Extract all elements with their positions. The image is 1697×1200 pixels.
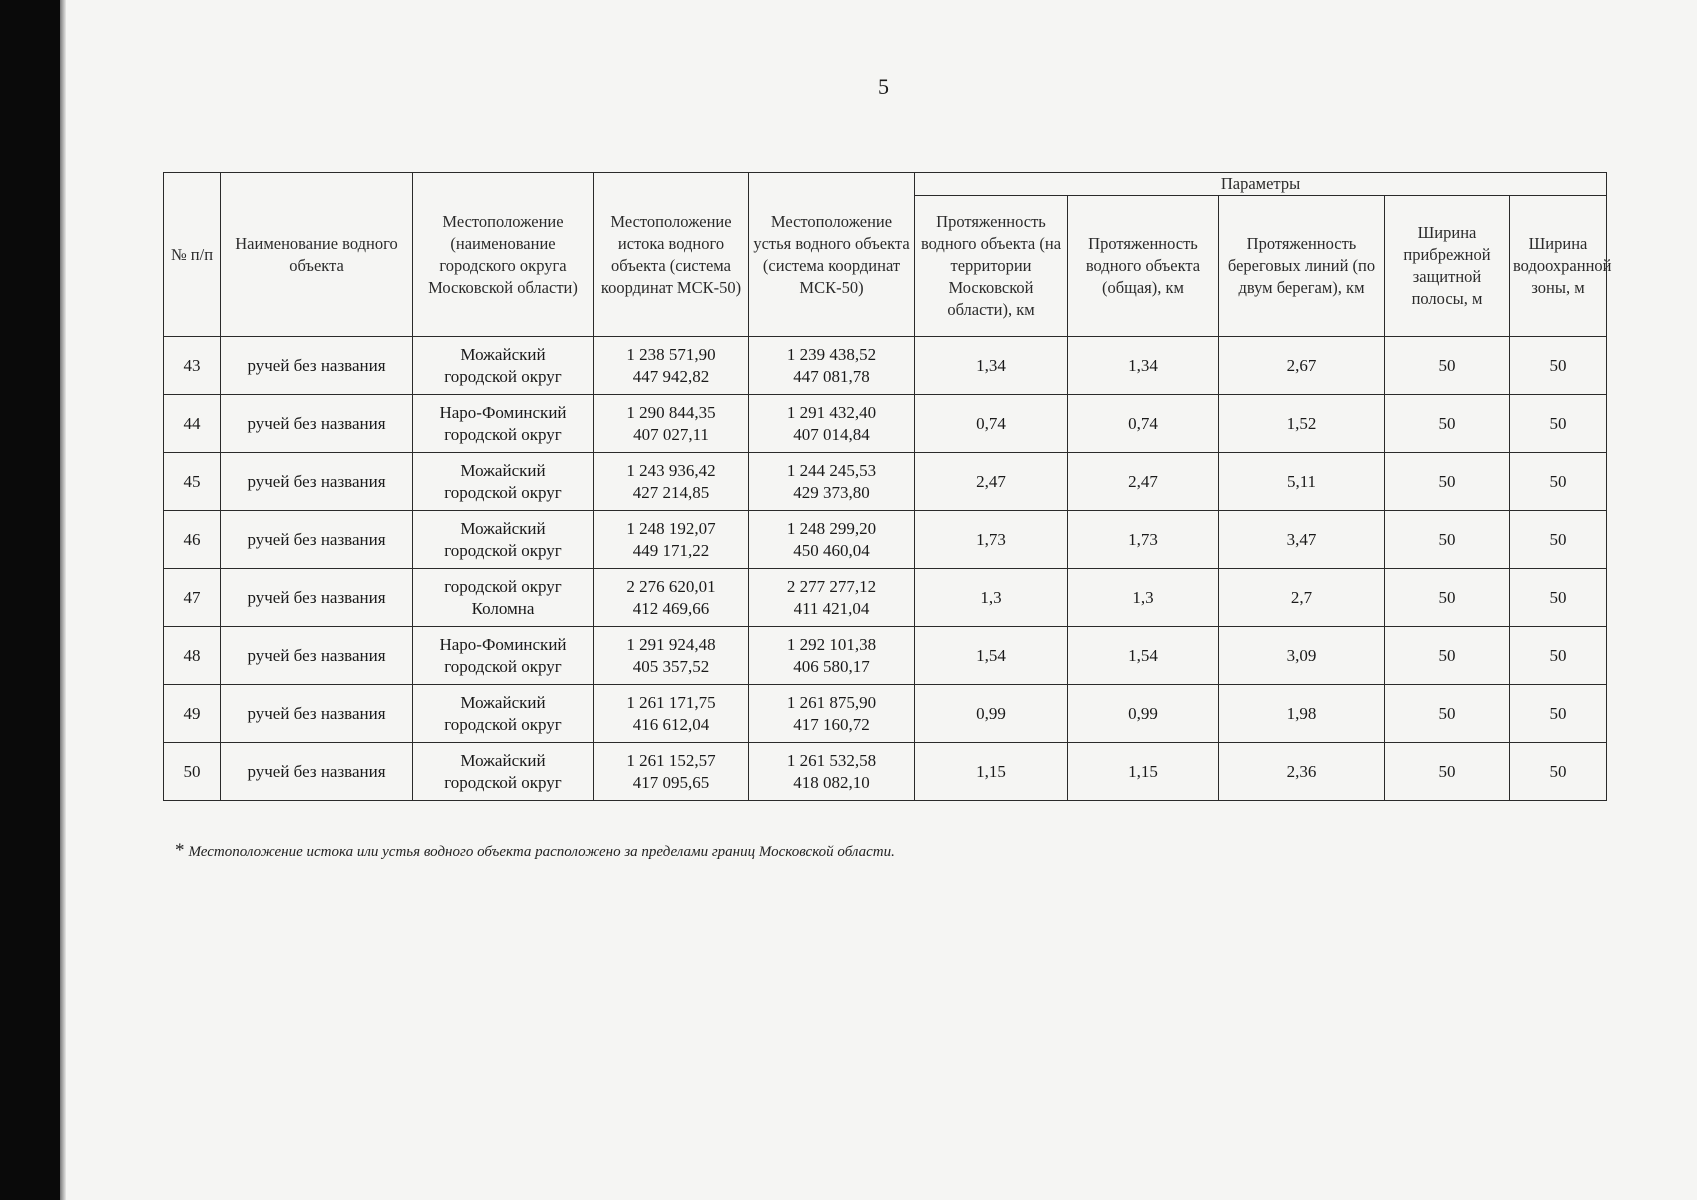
cell-shore-length: 1,98 xyxy=(1219,685,1385,743)
cell-shore-length: 2,36 xyxy=(1219,743,1385,801)
cell-mouth: 1 291 432,40 407 014,84 xyxy=(749,395,915,453)
cell-mouth: 1 261 875,90 417 160,72 xyxy=(749,685,915,743)
scan-dark-edge xyxy=(0,0,60,1200)
header-name: Наименование водного объекта xyxy=(221,173,413,337)
cell-shore-length: 1,52 xyxy=(1219,395,1385,453)
cell-name: ручей без названия xyxy=(221,453,413,511)
cell-shore-length: 2,67 xyxy=(1219,337,1385,395)
cell-location: городской округ Коломна xyxy=(413,569,594,627)
table-row xyxy=(164,453,1607,511)
cell-source: 1 290 844,35 407 027,11 xyxy=(594,395,749,453)
header-source: Местоположение истока водного объекта (система координат МСК-50) xyxy=(594,173,749,337)
header-mouth: Местоположение устья водного объекта (система координат МСК-50) xyxy=(749,173,915,337)
cell-length-total: 0,99 xyxy=(1068,685,1219,743)
cell-location: Наро-Фоминский городской округ xyxy=(413,627,594,685)
cell-mouth: 1 248 299,20 450 460,04 xyxy=(749,511,915,569)
water-objects-table xyxy=(163,172,1612,801)
header-location: Местоположение (наименование городского округа Московской области) xyxy=(413,173,594,337)
cell-length-region: 0,74 xyxy=(915,395,1068,453)
cell-location: Можайский городской округ xyxy=(413,743,594,801)
cell-shore-length: 3,47 xyxy=(1219,511,1385,569)
cell-source: 1 291 924,48 405 357,52 xyxy=(594,627,749,685)
cell-length-region: 0,99 xyxy=(915,685,1068,743)
footnote-marker: * xyxy=(175,840,185,861)
cell-waterzone-width: 50 xyxy=(1510,627,1607,685)
table-body xyxy=(164,337,1607,801)
cell-source: 1 261 171,75 416 612,04 xyxy=(594,685,749,743)
cell-mouth: 1 239 438,52 447 081,78 xyxy=(749,337,915,395)
cell-location: Можайский городской округ xyxy=(413,337,594,395)
footnote xyxy=(175,840,895,862)
cell-length-region: 1,3 xyxy=(915,569,1068,627)
cell-length-total: 0,74 xyxy=(1068,395,1219,453)
header-num: № п/п xyxy=(164,173,221,337)
cell-waterzone-width: 50 xyxy=(1510,743,1607,801)
cell-num: 47 xyxy=(164,569,221,627)
cell-source: 1 243 936,42 427 214,85 xyxy=(594,453,749,511)
cell-length-region: 2,47 xyxy=(915,453,1068,511)
cell-waterzone-width: 50 xyxy=(1510,453,1607,511)
cell-source: 1 261 152,57 417 095,65 xyxy=(594,743,749,801)
cell-length-total: 1,3 xyxy=(1068,569,1219,627)
cell-protective-width: 50 xyxy=(1385,511,1510,569)
cell-waterzone-width: 50 xyxy=(1510,395,1607,453)
cell-shore-length: 2,7 xyxy=(1219,569,1385,627)
table-row xyxy=(164,395,1607,453)
cell-protective-width: 50 xyxy=(1385,743,1510,801)
cell-length-total: 1,15 xyxy=(1068,743,1219,801)
scan-edge-shadow xyxy=(60,0,66,1200)
table-row xyxy=(164,685,1607,743)
cell-length-region: 1,73 xyxy=(915,511,1068,569)
cell-waterzone-width: 50 xyxy=(1510,337,1607,395)
cell-location: Можайский городской округ xyxy=(413,685,594,743)
cell-source: 1 238 571,90 447 942,82 xyxy=(594,337,749,395)
cell-name: ручей без названия xyxy=(221,395,413,453)
cell-num: 49 xyxy=(164,685,221,743)
cell-length-region: 1,34 xyxy=(915,337,1068,395)
table-row xyxy=(164,569,1607,627)
table-row xyxy=(164,743,1607,801)
cell-waterzone-width: 50 xyxy=(1510,569,1607,627)
cell-protective-width: 50 xyxy=(1385,685,1510,743)
header-shore-length: Протяженность береговых линий (по двум берегам), км xyxy=(1219,196,1385,337)
cell-protective-width: 50 xyxy=(1385,453,1510,511)
table-row xyxy=(164,511,1607,569)
cell-name: ручей без названия xyxy=(221,511,413,569)
cell-location: Наро-Фоминский городской округ xyxy=(413,395,594,453)
cell-waterzone-width: 50 xyxy=(1510,685,1607,743)
cell-mouth: 1 292 101,38 406 580,17 xyxy=(749,627,915,685)
cell-length-region: 1,15 xyxy=(915,743,1068,801)
header-waterzone-width: Ширина водоохранной зоны, м xyxy=(1510,196,1607,337)
page-number: 5 xyxy=(878,74,889,99)
cell-mouth: 2 277 277,12 411 421,04 xyxy=(749,569,915,627)
cell-name: ручей без названия xyxy=(221,685,413,743)
header-length-total: Протяженность водного объекта (общая), км xyxy=(1068,196,1219,337)
header-parameters-group: Параметры xyxy=(915,173,1607,196)
cell-mouth: 1 244 245,53 429 373,80 xyxy=(749,453,915,511)
cell-num: 46 xyxy=(164,511,221,569)
header-protective-width: Ширина прибрежной защитной полосы, м xyxy=(1385,196,1510,337)
cell-num: 48 xyxy=(164,627,221,685)
cell-protective-width: 50 xyxy=(1385,337,1510,395)
cell-num: 50 xyxy=(164,743,221,801)
cell-source: 2 276 620,01 412 469,66 xyxy=(594,569,749,627)
cell-name: ручей без названия xyxy=(221,743,413,801)
cell-name: ручей без названия xyxy=(221,569,413,627)
table-header xyxy=(164,173,1612,337)
cell-location: Можайский городской округ xyxy=(413,511,594,569)
cell-length-total: 1,34 xyxy=(1068,337,1219,395)
cell-shore-length: 3,09 xyxy=(1219,627,1385,685)
cell-num: 43 xyxy=(164,337,221,395)
cell-source: 1 248 192,07 449 171,22 xyxy=(594,511,749,569)
cell-num: 44 xyxy=(164,395,221,453)
table-row xyxy=(164,627,1607,685)
cell-waterzone-width: 50 xyxy=(1510,511,1607,569)
cell-num: 45 xyxy=(164,453,221,511)
cell-shore-length: 5,11 xyxy=(1219,453,1385,511)
header-group-row xyxy=(164,173,1607,196)
cell-location: Можайский городской округ xyxy=(413,453,594,511)
cell-protective-width: 50 xyxy=(1385,395,1510,453)
header-length-region: Протяженность водного объекта (на территории Московской области), км xyxy=(915,196,1068,337)
table-row xyxy=(164,337,1607,395)
cell-name: ручей без названия xyxy=(221,627,413,685)
cell-protective-width: 50 xyxy=(1385,627,1510,685)
cell-protective-width: 50 xyxy=(1385,569,1510,627)
cell-length-total: 2,47 xyxy=(1068,453,1219,511)
footnote-text: Местоположение истока или устья водного объекта расположено за пределами границ Московской области. xyxy=(188,844,895,860)
cell-length-region: 1,54 xyxy=(915,627,1068,685)
cell-mouth: 1 261 532,58 418 082,10 xyxy=(749,743,915,801)
cell-length-total: 1,54 xyxy=(1068,627,1219,685)
cell-name: ручей без названия xyxy=(221,337,413,395)
cell-length-total: 1,73 xyxy=(1068,511,1219,569)
